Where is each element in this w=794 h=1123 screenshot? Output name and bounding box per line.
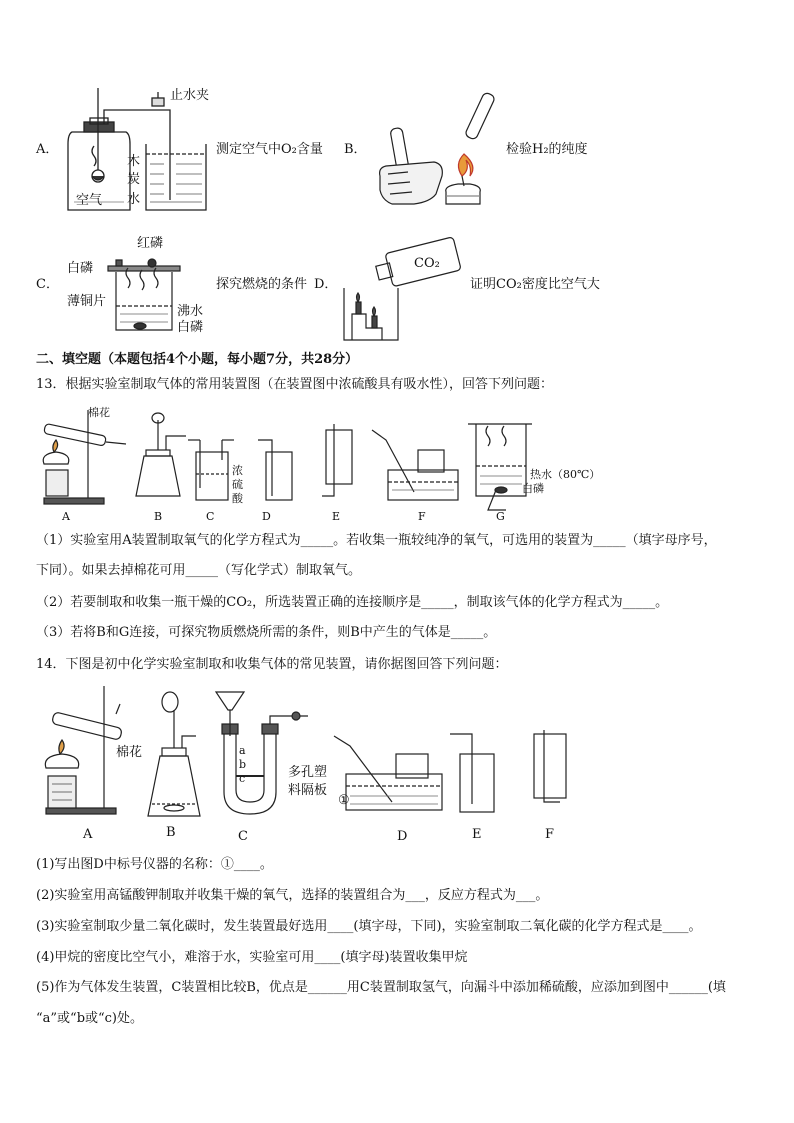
option-d-letter: D．: [314, 277, 338, 292]
q13-fig-label-a: A: [62, 510, 70, 523]
label-air: 空气: [76, 193, 103, 208]
q13-fig-label-d: D: [262, 510, 271, 523]
q13-part2: （2）若要制取和收集一瓶干燥的CO₂，所选装置正确的连接顺序是_____，制取该气体的化学方程式为_____。: [36, 595, 669, 610]
q13-label-white-p: 白磷: [522, 482, 544, 495]
option-d-caption: 证明CO₂密度比空气大: [470, 277, 600, 292]
q14-label-c: c: [239, 772, 246, 785]
q14-fig-label-c: C: [238, 829, 248, 844]
q14-part2: (2)实验室用高锰酸钾制取并收集干燥的氧气，选择的装置组合为___，反应方程式为___。: [36, 888, 549, 903]
label-co2: CO₂: [414, 256, 440, 271]
q14-label-circle-1: ①: [338, 793, 350, 808]
q13-fig-label-c: C: [206, 510, 215, 523]
q14-label-b: b: [239, 758, 247, 771]
label-copper-sheet: 薄铜片: [67, 294, 107, 309]
label-water: 水: [127, 192, 141, 207]
option-c-caption: 探究燃烧的条件: [216, 277, 308, 292]
q14-label-a: a: [239, 744, 246, 757]
label-boiling-water: 沸水: [177, 304, 204, 319]
q13-label-acid-1: 浓: [232, 464, 243, 477]
option-c-figure: [108, 250, 188, 335]
label-charcoal-2: 炭: [127, 172, 141, 187]
option-a-caption: 测定空气中O₂含量: [216, 142, 323, 157]
q13-label-hot-water: 热水（80℃）: [530, 468, 601, 481]
q14-part1: (1)写出图D中标号仪器的名称：①____。: [36, 857, 273, 872]
q13-stem: 13．根据实验室制取气体的常用装置图（在装置图中浓硫酸具有吸水性），回答下列问题：: [36, 377, 554, 392]
option-b-letter: B．: [344, 142, 367, 157]
q13-fig-label-f: F: [418, 510, 426, 523]
q13-fig-label-e: E: [332, 510, 341, 523]
label-charcoal-1: 木: [127, 154, 141, 169]
option-b-figure: [374, 92, 504, 210]
q14-part4: (4)甲烷的密度比空气小，难溶于水，实验室可用____(填字母)装置收集甲烷: [36, 950, 468, 965]
section-title: 二、填空题（本题包括4个小题，每小题7分，共28分）: [36, 352, 359, 367]
label-white-phosphorus-top: 白磷: [67, 261, 94, 276]
q14-fig-label-a: A: [83, 827, 93, 842]
option-b-caption: 检验H₂的纯度: [506, 142, 588, 157]
label-white-phosphorus-bottom: 白磷: [177, 320, 204, 335]
q14-part3: (3)实验室制取少量二氧化碳时，发生装置最好选用____(填字母，下同)，实验室制取二氧化碳的化学方程式是____。: [36, 919, 702, 934]
q13-figure: [36, 400, 556, 522]
q13-part1-line2: 下同）。如果去掉棉花可用_____（写化学式）制取氧气。: [36, 563, 362, 578]
q14-label-plate-1: 多孔塑: [288, 765, 328, 780]
q13-part3: （3）若将B和G连接，可探究物质燃烧所需的条件，则B中产生的气体是_____。: [36, 625, 497, 640]
q14-fig-label-e: E: [472, 827, 482, 842]
q14-fig-label-f: F: [545, 827, 555, 842]
option-a-letter: A．: [36, 142, 59, 157]
q13-label-acid-2: 硫: [232, 478, 243, 491]
q14-label-plate-2: 料隔板: [288, 783, 328, 798]
q14-stem: 14．下图是初中化学实验室制取和收集气体的常见装置，请你据图回答下列问题：: [36, 657, 508, 672]
label-water-clamp: 止水夹: [170, 88, 210, 103]
q14-part5-line2: “a”或“b或“c)处。: [36, 1011, 144, 1026]
label-red-phosphorus: 红磷: [137, 236, 164, 251]
option-d-figure: [338, 236, 464, 342]
q13-fig-label-g: G: [496, 510, 505, 523]
q14-label-cotton: 棉花: [116, 745, 143, 760]
q14-fig-label-d: D: [397, 829, 408, 844]
q13-label-acid-3: 酸: [232, 492, 243, 505]
q14-fig-label-b: B: [166, 825, 176, 840]
q13-part1-line1: （1）实验室用A装置制取氧气的化学方程式为_____。若收集一瓶较纯净的氧气，可选用的装置为_____（填字母序号，: [36, 533, 717, 548]
q13-label-cotton: 棉花: [88, 406, 110, 419]
q13-fig-label-b: B: [154, 510, 163, 523]
q14-part5-line1: (5)作为气体发生装置，C装置相比较B，优点是______用C装置制取氢气，向漏斗中添加稀硫酸，应添加到图中______(填: [36, 980, 726, 995]
option-c-letter: C．: [36, 277, 59, 292]
